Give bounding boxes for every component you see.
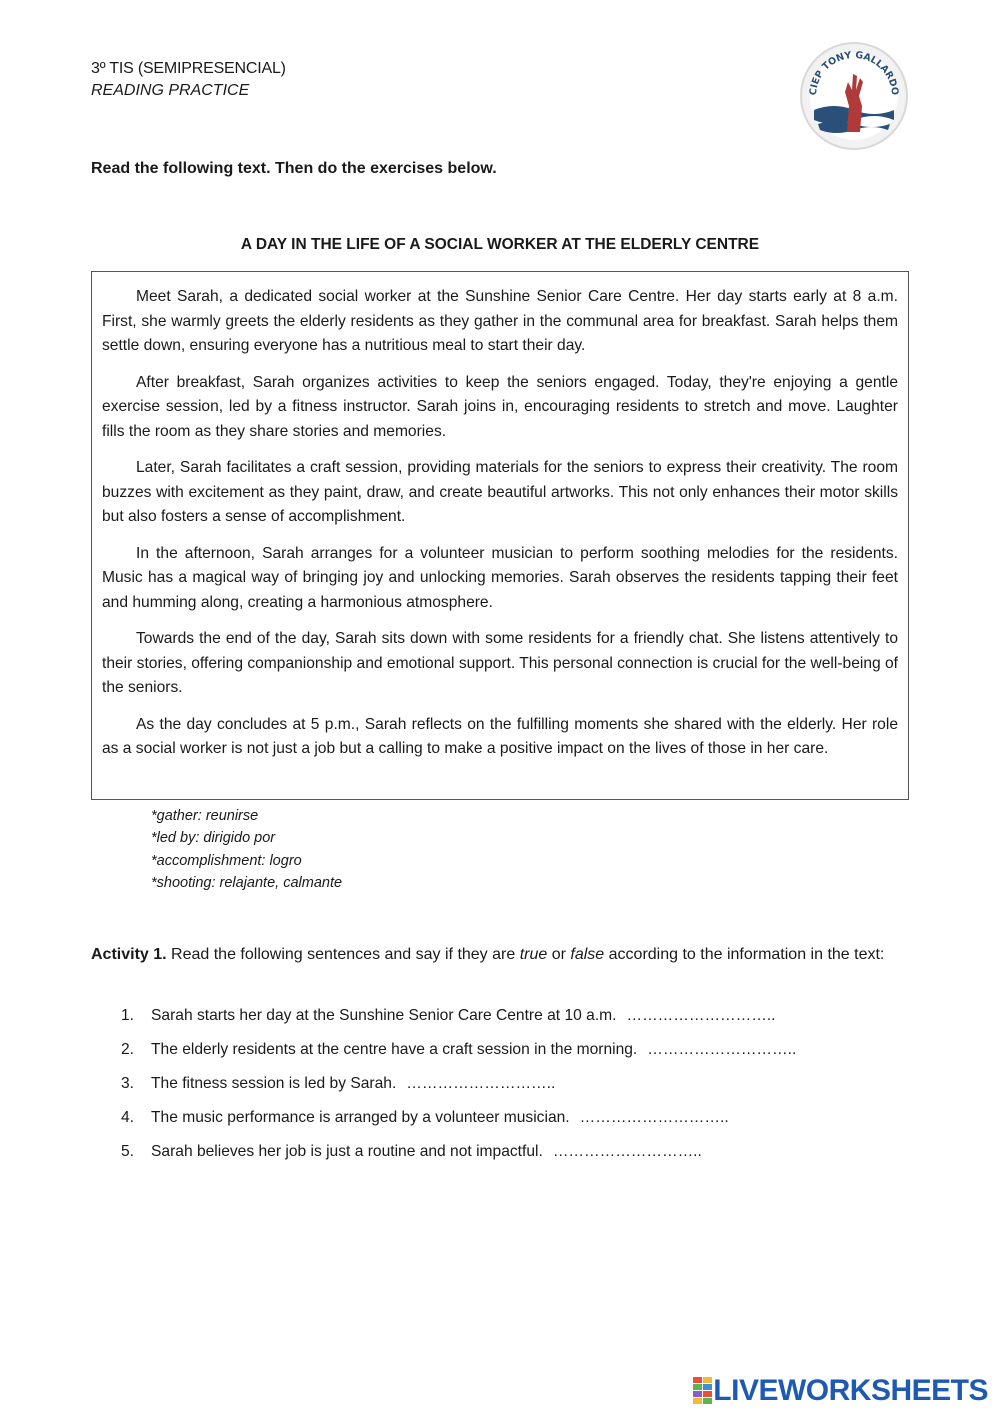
answer-blank[interactable]: ……………………….. <box>626 1007 776 1024</box>
glossary-item: *shooting: relajante, calmante <box>151 874 343 891</box>
instructions: Read the following text. Then do the exercises below. <box>91 160 497 177</box>
paragraph: Meet Sarah, a dedicated social worker at the Sunshine Senior Care Centre. Her day starts early at 8 a.m. First, she warmly greets the elderly residents as they gather in the communal area for breakfast. Sarah helps them settle down, ensuring everyone has a nutritious meal to start their day. <box>102 288 898 354</box>
item-number: 1. <box>121 1007 135 1024</box>
activity-list <box>91 1005 909 1175</box>
item-text: Sarah starts her day at the Sunshine Senior Care Centre at 10 a.m. <box>151 1007 617 1024</box>
glossary-item: *led by: dirigido por <box>151 830 276 847</box>
answer-blank[interactable]: ……………………….. <box>579 1109 729 1126</box>
list-item <box>91 1141 909 1175</box>
paragraph: Towards the end of the day, Sarah sits down with some residents for a friendly chat. She listens attentively to their stories, offering companionship and emotional support. This personal connection is crucial for the well-being of the seniors. <box>102 630 899 696</box>
paragraph: Later, Sarah facilitates a craft session, providing materials for the seniors to express their creativity. The room buzzes with excitement as they paint, draw, and create beautiful artworks. This not only enhances their motor skills but also fosters a sense of accomplishment. <box>102 459 898 525</box>
glossary-item: *gather: reunirse <box>151 808 259 824</box>
answer-blank[interactable]: ……………………….. <box>406 1075 556 1092</box>
answer-blank[interactable]: ……………………….. <box>552 1143 702 1160</box>
activity-text: Read the following sentences and say if they are <box>166 946 520 963</box>
activity-instructions <box>91 942 909 968</box>
item-number: 3. <box>121 1075 135 1092</box>
item-number: 2. <box>121 1041 135 1058</box>
reading-text-box <box>91 271 909 800</box>
list-item <box>91 1039 909 1073</box>
paragraph: After breakfast, Sarah organizes activities to keep the seniors engaged. Today, they're enjoying a gentle exercise session, led by a fitness instructor. Sarah joins in, encouraging residents to stretch and move. Laughter fills the room as they share stories and memories. <box>102 373 898 440</box>
activity-text: according to the information in the text: <box>604 946 885 963</box>
item-number: 4. <box>121 1109 135 1126</box>
item-text: The music performance is arranged by a volunteer musician. <box>151 1109 570 1126</box>
activity-label: Activity 1. <box>91 946 167 963</box>
reading-title: A DAY IN THE LIFE OF A SOCIAL WORKER AT THE ELDERLY CENTRE <box>240 236 760 253</box>
course-title: 3º TIS (SEMIPRESENCIAL) <box>91 60 286 77</box>
item-text: Sarah believes her job is just a routine and not impactful. <box>151 1143 543 1160</box>
list-item <box>91 1107 909 1141</box>
liveworksheets-brand[interactable] <box>693 1374 988 1408</box>
paragraph: In the afternoon, Sarah arranges for a volunteer musician to perform soothing melodies for the residents. Music has a magical way of bringing joy and unlocking memories. Sarah observes the residents tapping their feet and humming along, creating a harmonious atmosphere. <box>102 544 898 611</box>
list-item <box>91 1073 909 1107</box>
list-item <box>91 1005 909 1039</box>
activity-text: or <box>547 946 571 963</box>
word-false: false <box>570 946 605 963</box>
item-text: The fitness session is led by Sarah. <box>151 1075 397 1092</box>
item-text: The elderly residents at the centre have a craft session in the morning. <box>151 1041 638 1058</box>
brand-name: LIVEWORKSHEETS <box>713 1374 988 1407</box>
page-subtitle: READING PRACTICE <box>91 82 250 99</box>
liveworksheets-logo-icon <box>693 1377 713 1405</box>
school-logo-icon <box>798 40 910 152</box>
word-true: true <box>519 946 548 963</box>
logo-text: CIEP TONY GALLARDO <box>807 49 901 96</box>
item-number: 5. <box>121 1143 135 1160</box>
paragraph: As the day concludes at 5 p.m., Sarah reflects on the fulfilling moments she shared with the elderly. Her role as a social worker is not just a job but a calling to make a positive impact on the lives of those in her care. <box>102 715 898 757</box>
answer-blank[interactable]: ……………………….. <box>647 1041 797 1058</box>
glossary-item: *accomplishment: logro <box>151 852 302 869</box>
glossary <box>151 805 342 894</box>
